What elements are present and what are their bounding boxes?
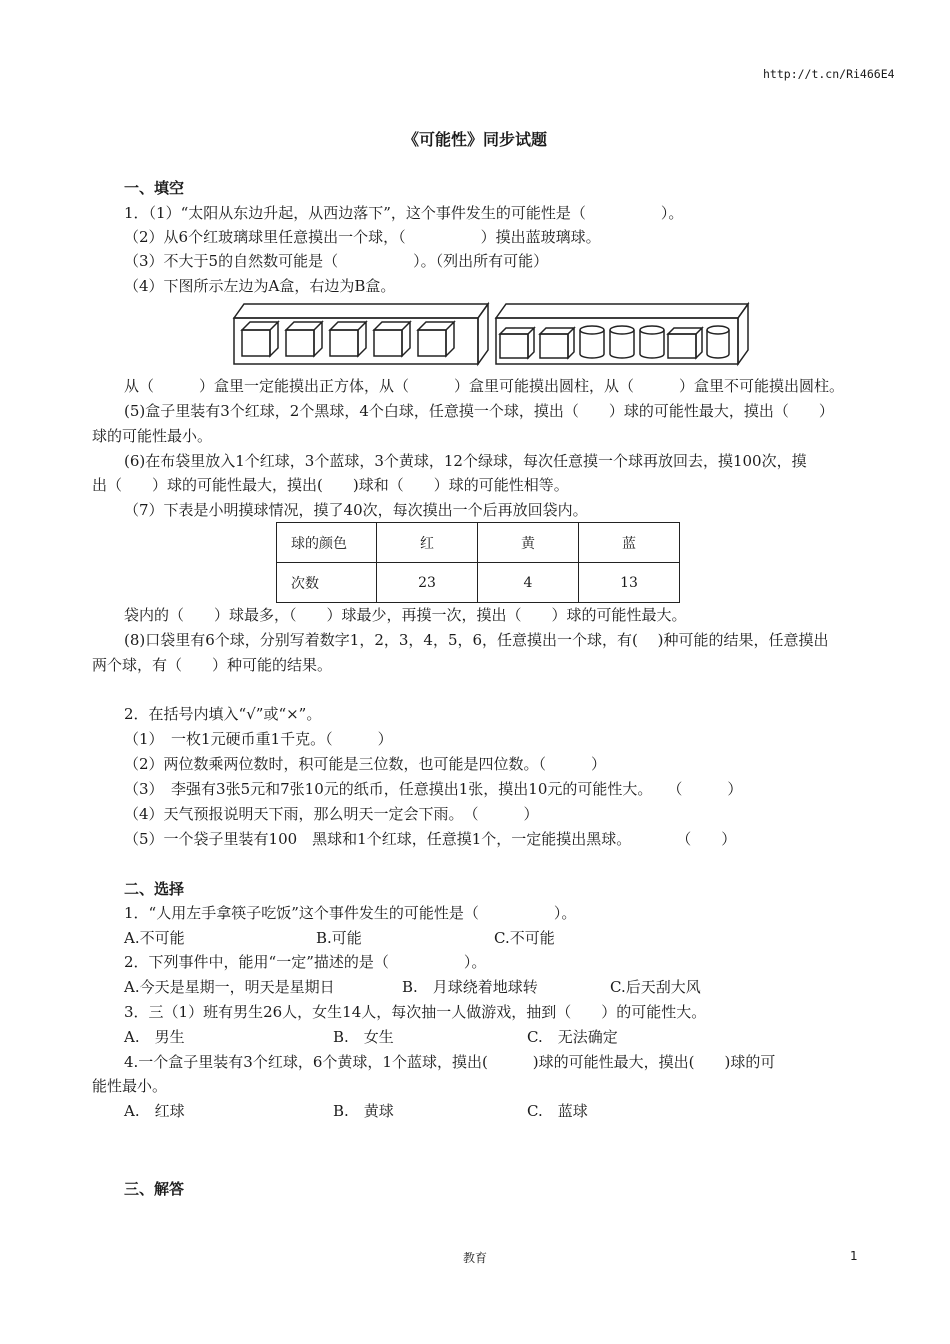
table-cell: 23 bbox=[377, 563, 478, 603]
question-1-6-line2: 出（ ）球的可能性最大，摸出( )球和（ ）球的可能性相等。 bbox=[92, 476, 569, 494]
table-cell: 次数 bbox=[277, 563, 377, 603]
document-title: 《可能性》同步试题 bbox=[402, 130, 547, 149]
table-row bbox=[277, 563, 680, 603]
choice-3-option-a: A. 男生 bbox=[124, 1028, 185, 1046]
choice-question-3: 3．三（1）班有男生26人，女生14人，每次抽一人做游戏，抽到（ ）的可能性大。 bbox=[124, 1003, 707, 1021]
choice-4-option-b: B. 黄球 bbox=[333, 1102, 394, 1120]
choice-1-option-b: B.可能 bbox=[316, 929, 362, 947]
box-b-items bbox=[500, 326, 729, 358]
choice-question-4-line1: 4.一个盒子里装有3个红球，6个黄球，1个蓝球，摸出( )球的可能性最大，摸出( )球的可 bbox=[124, 1053, 776, 1071]
table-cell: 球的颜色 bbox=[277, 523, 377, 563]
header-url: http://t.cn/Ri466E4 bbox=[763, 67, 895, 81]
question-1-8-line2: 两个球，有（ ）种可能的结果。 bbox=[92, 656, 333, 674]
question-2-3: （3） 李强有3张5元和7张10元的纸币，任意摸出1张，摸出10元的可能性大。 （ ） bbox=[124, 780, 743, 798]
question-1-3: （3）不大于5的自然数可能是（ ）。（列出所有可能） bbox=[124, 252, 549, 270]
box-a bbox=[234, 304, 488, 364]
ball-count-table bbox=[276, 522, 680, 603]
page-number: 1 bbox=[850, 1249, 858, 1263]
question-1-7-answer: 袋内的（ ）球最多，（ ）球最少，再摸一次，摸出（ ）球的可能性最大。 bbox=[124, 606, 687, 624]
choice-question-4-line2: 能性最小。 bbox=[92, 1077, 168, 1095]
question-1-7: （7）下表是小明摸球情况，摸了40次，每次摸出一个后再放回袋内。 bbox=[124, 501, 588, 519]
question-1-5-line1: (5)盒子里装有3个红球，2个黑球，4个白球，任意摸一个球，摸出（ ）球的可能性最大，摸出（ ） bbox=[124, 402, 834, 420]
question-2-5: （5）一个袋子里装有100 黑球和1个红球，任意摸1个，一定能摸出黑球。 （ ） bbox=[124, 830, 737, 848]
choice-2-option-a: A.今天是星期一，明天是星期日 bbox=[124, 978, 335, 996]
question-1-6-line1: (6)在布袋里放入1个红球，3个蓝球，3个黄球，12个绿球，每次任意摸一个球再放回去，摸100次，摸 bbox=[124, 452, 807, 470]
question-2-4: （4）天气预报说明天下雨，那么明天一定会下雨。 （ ） bbox=[124, 805, 539, 823]
choice-4-option-a: A. 红球 bbox=[124, 1102, 185, 1120]
section-heading-fill-blank: 一、填空 bbox=[124, 179, 185, 197]
choice-4-option-c: C. 蓝球 bbox=[527, 1102, 588, 1120]
box-figure bbox=[230, 300, 752, 368]
choice-2-option-c: C.后天刮大风 bbox=[610, 978, 701, 996]
choice-3-option-c: C. 无法确定 bbox=[527, 1028, 618, 1046]
question-2-1: （1） 一枚1元硬币重1千克。（ ） bbox=[124, 730, 393, 748]
footer-label: 教育 bbox=[462, 1251, 487, 1265]
choice-3-option-b: B. 女生 bbox=[333, 1028, 394, 1046]
table-row bbox=[277, 523, 680, 563]
box-a-cubes bbox=[242, 322, 454, 356]
table-cell: 蓝 bbox=[579, 523, 680, 563]
question-2-2: （2）两位数乘两位数时，积可能是三位数，也可能是四位数。（ ） bbox=[124, 755, 607, 773]
question-1-2: （2）从6个红玻璃球里任意摸出一个球，（ ）摸出蓝玻璃球。 bbox=[124, 228, 601, 246]
choice-1-option-c: C.不可能 bbox=[494, 929, 555, 947]
choice-2-option-b: B. 月球绕着地球转 bbox=[402, 978, 538, 996]
question-2: 2．在括号内填入“√”或“×”。 bbox=[124, 705, 322, 723]
question-1-4: （4）下图所示左边为A盒，右边为B盒。 bbox=[124, 277, 396, 295]
question-1-5-line2: 球的可能性最小。 bbox=[92, 427, 213, 445]
question-1-1: 1．（1）“太阳从东边升起，从西边落下”，这个事件发生的可能性是（ ）。 bbox=[124, 204, 684, 222]
table-cell: 黄 bbox=[478, 523, 579, 563]
table-cell: 红 bbox=[377, 523, 478, 563]
choice-1-option-a: A.不可能 bbox=[124, 929, 185, 947]
section-heading-answer: 三、解答 bbox=[124, 1180, 185, 1198]
choice-question-2: 2．下列事件中，能用“一定”描述的是（ ）。 bbox=[124, 953, 487, 971]
section-heading-choice: 二、选择 bbox=[124, 880, 185, 898]
question-1-8-line1: (8)口袋里有6个球，分别写着数字1，2，3，4，5，6，任意摸出一个球，有( )种可能的结果，任意摸出 bbox=[124, 631, 829, 649]
choice-question-1: 1．“人用左手拿筷子吃饭”这个事件发生的可能性是（ ）。 bbox=[124, 904, 577, 922]
question-1-4-answer: 从（ ）盒里一定能摸出正方体，从（ ）盒里可能摸出圆柱，从（ ）盒里不可能摸出圆柱。 bbox=[124, 377, 845, 395]
table-cell: 13 bbox=[579, 563, 680, 603]
table-cell: 4 bbox=[478, 563, 579, 603]
